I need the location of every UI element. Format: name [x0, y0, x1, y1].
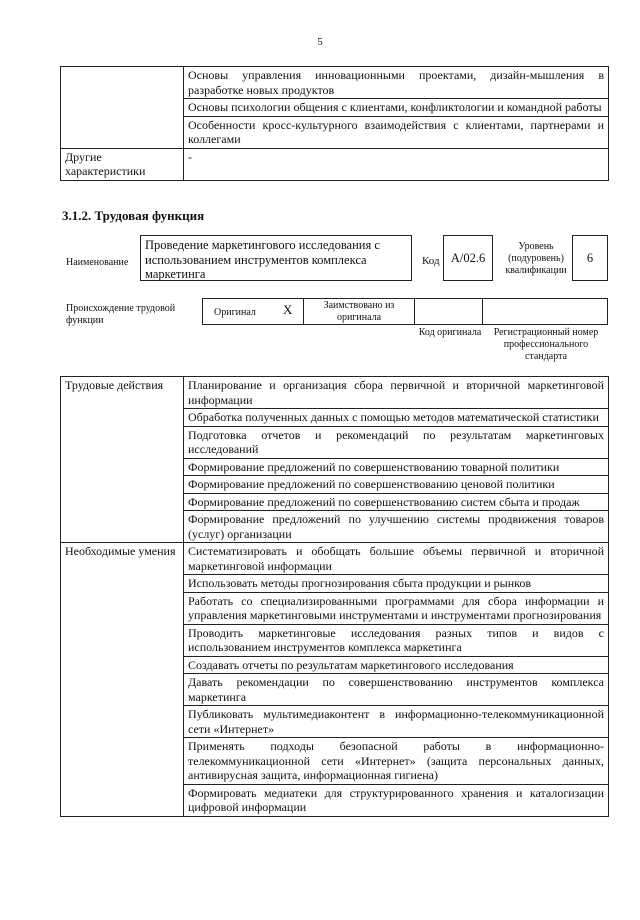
table-cell: Формировать медиатеки для структурированного хранения и каталогизации цифровой информации — [184, 784, 609, 816]
original-label: Оригинал — [214, 307, 256, 318]
origin-divider — [303, 298, 304, 325]
table-cell: Проводить маркетинговые исследования разных типов и видов с использованием инструментов комплекса маркетинга — [184, 624, 609, 656]
table-cell: Создавать отчеты по результатам маркетингового исследования — [184, 656, 609, 674]
table-row — [61, 67, 609, 99]
origin-label: Происхождение трудовой функции — [66, 303, 176, 326]
table-cell: Формирование предложений по совершенствованию товарной политики — [184, 458, 609, 476]
table-cell: Особенности кросс-культурного взаимодействия с клиентами, партнерами и коллегами — [184, 116, 609, 148]
table-cell: Давать рекомендации по совершенствованию инструментов комплекса маркетинга — [184, 674, 609, 706]
table-cell: Применять подходы безопасной работы в информационно-телекоммуникационной сети «Интернет» (защита персональных данных, антивирусная защита, информационная гигиена) — [184, 738, 609, 785]
code-original-caption: Код оригинала — [418, 327, 482, 338]
page-number: 5 — [317, 36, 323, 48]
function-code: A/02.6 — [443, 235, 493, 281]
table-label-cell — [61, 67, 184, 149]
table-cell: Основы управления инновационными проектами, дизайн-мышления в разработке новых продуктов — [184, 67, 609, 99]
table-cell: Обработка полученных данных с помощью методов математической статистики — [184, 409, 609, 427]
qualification-level: 6 — [572, 235, 608, 281]
original-mark: X — [283, 302, 293, 317]
table-cell: Основы психологии общения с клиентами, конфликтологии и командной работы — [184, 99, 609, 117]
table-label-cell: Другие характеристики — [61, 148, 184, 180]
level-label: Уровень (подуровень) квалификации — [505, 241, 567, 276]
function-name: Проведение маркетингового исследования с использованием инструментов комплекса маркетинга — [140, 235, 412, 281]
table-row — [61, 148, 609, 180]
knowledge-table — [60, 66, 609, 181]
origin-divider — [482, 298, 483, 325]
table-cell: Формирование предложений по улучшению системы продвижения товаров (услуг) организации — [184, 511, 609, 543]
section-title: 3.1.2. Трудовая функция — [62, 208, 205, 223]
table-row — [61, 543, 609, 575]
borrowed-label: Заимствовано из оригинала — [323, 300, 395, 323]
table-row — [61, 377, 609, 409]
code-label: Код — [422, 255, 440, 267]
table-cell: - — [184, 148, 609, 180]
labor-function-table — [60, 376, 609, 817]
table-cell: Использовать методы прогнозирования сбыта продукции и рынков — [184, 575, 609, 593]
table-label-cell: Необходимые умения — [61, 543, 184, 817]
table-cell: Работать со специализированными программами для сбора информации и управления маркетинговыми инструментами и инструментами прогнозирования — [184, 592, 609, 624]
table-cell: Формирование предложений по совершенствованию систем сбыта и продаж — [184, 493, 609, 511]
origin-divider — [414, 298, 415, 325]
table-cell: Публиковать мультимедиаконтент в информационно-телекоммуникационной сети «Интернет» — [184, 706, 609, 738]
table-label-cell: Трудовые действия — [61, 377, 184, 543]
table-cell: Подготовка отчетов и рекомендаций по результатам маркетинговых исследований — [184, 426, 609, 458]
table-cell: Систематизировать и обобщать большие объемы первичной и вторичной маркетинговой информации — [184, 543, 609, 575]
name-label: Наименование — [66, 257, 129, 268]
table-cell: Планирование и организация сбора первичной и вторичной маркетинговой информации — [184, 377, 609, 409]
table-cell: Формирование предложений по совершенствованию ценовой политики — [184, 476, 609, 494]
reg-number-caption: Регистрационный номер профессионального стандарта — [493, 327, 599, 362]
